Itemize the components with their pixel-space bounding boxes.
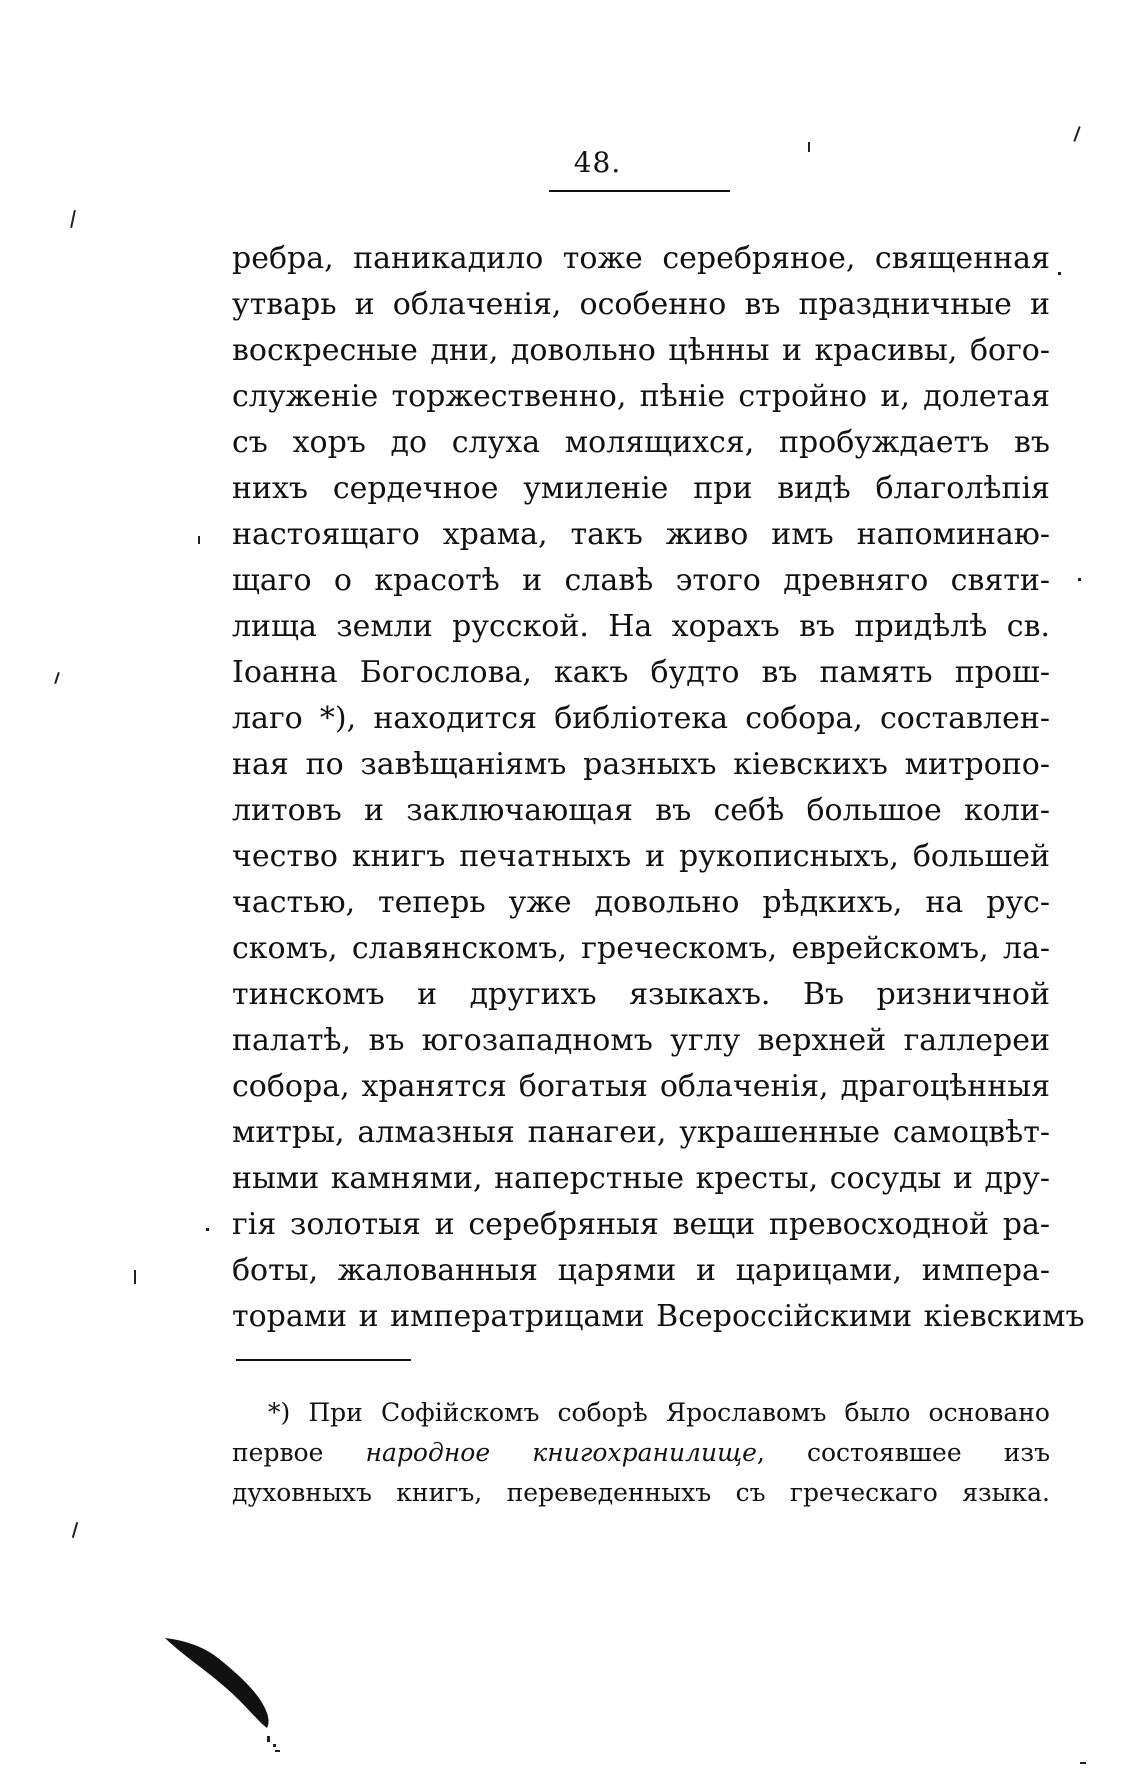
text-line: тинскомъ и другихъ языкахъ. Въ ризничной bbox=[232, 977, 1050, 1012]
text-line: литовъ и заключающая въ себѣ большое коли- bbox=[232, 793, 1050, 828]
text-line: лаго *), находится библіотека собора, составлен- bbox=[232, 701, 1050, 736]
footnote-line: духовныхъ книгъ, переведенныхъ съ греческаго языка. bbox=[232, 1478, 1050, 1507]
scan-speck bbox=[198, 536, 200, 544]
text-line: чество книгъ печатныхъ и рукописныхъ, большей bbox=[232, 839, 1050, 874]
text-line: Іоанна Богослова, какъ будто въ память прош- bbox=[232, 655, 1050, 690]
text-line: боты, жалованныя царями и царицами, импера- bbox=[232, 1253, 1050, 1288]
text-line: частью, теперь уже довольно рѣдкихъ, на рус- bbox=[232, 885, 1050, 920]
scan-speck bbox=[70, 210, 76, 228]
scan-speck bbox=[1058, 272, 1061, 275]
text-line: ребра, паникадило тоже серебряное, священная bbox=[232, 241, 1050, 276]
text-line: ная по завѣщаніямъ разныхъ кіевскихъ митропо- bbox=[232, 747, 1050, 782]
scan-speck bbox=[72, 1522, 78, 1538]
scan-speck bbox=[206, 1228, 209, 1231]
text-line: ными камнями, наперстные кресты, сосуды и дру- bbox=[232, 1161, 1050, 1196]
scan-speck bbox=[1080, 1762, 1086, 1764]
footnote-text: , состоявшее изъ bbox=[756, 1438, 1050, 1467]
text-line: скомъ, славянскомъ, греческомъ, еврейскомъ, ла- bbox=[232, 931, 1050, 966]
text-line: торами и императрицами Всероссійскими кіевскимъ bbox=[232, 1299, 1085, 1334]
scan-speck bbox=[808, 142, 810, 152]
text-line: лища земли русской. На хорахъ въ придѣлѣ св. bbox=[232, 609, 1050, 644]
scan-speck bbox=[1078, 578, 1081, 581]
scan-speck bbox=[1073, 126, 1080, 142]
footnote-rule bbox=[236, 1359, 411, 1361]
text-line: нихъ сердечное умиленіе при видѣ благолѣпія bbox=[232, 471, 1050, 506]
scan-speck bbox=[54, 672, 60, 684]
text-line: гія золотыя и серебряныя вещи превосходной ра- bbox=[232, 1207, 1050, 1242]
text-line: щаго о красотѣ и славѣ этого древняго святи- bbox=[232, 563, 1050, 598]
text-line: воскресные дни, довольно цѣнны и красивы, бого- bbox=[232, 333, 1050, 368]
header-rule bbox=[549, 190, 730, 192]
text-line: съ хоръ до слуха молящихся, пробуждаетъ въ bbox=[232, 425, 1050, 460]
text-line: служеніе торжественно, пѣніе стройно и, долетая bbox=[232, 379, 1050, 414]
text-line: митры, алмазныя панагеи, украшенные самоцвѣт- bbox=[232, 1115, 1050, 1150]
body-text bbox=[232, 236, 1085, 1340]
footnote bbox=[232, 1393, 1050, 1513]
text-line: собора, хранятся богатыя облаченія, драгоцѣнныя bbox=[232, 1069, 1050, 1104]
text-line: палатѣ, въ югозападномъ углу верхней галлереи bbox=[232, 1023, 1050, 1058]
footnote-text: первое bbox=[232, 1438, 366, 1467]
text-line: утварь и облаченія, особенно въ праздничные и bbox=[232, 287, 1050, 322]
ink-blot bbox=[163, 1636, 303, 1756]
footnote-line bbox=[232, 1433, 1050, 1473]
page-number: 48. bbox=[573, 146, 622, 179]
footnote-italic-text: народное книгохранилище bbox=[365, 1438, 757, 1467]
footnote-line: *) При Софійскомъ соборѣ Ярославомъ было основано bbox=[268, 1398, 1050, 1427]
scan-speck bbox=[134, 1270, 136, 1284]
text-line: настоящаго храма, такъ живо имъ напоминаю- bbox=[232, 517, 1050, 552]
